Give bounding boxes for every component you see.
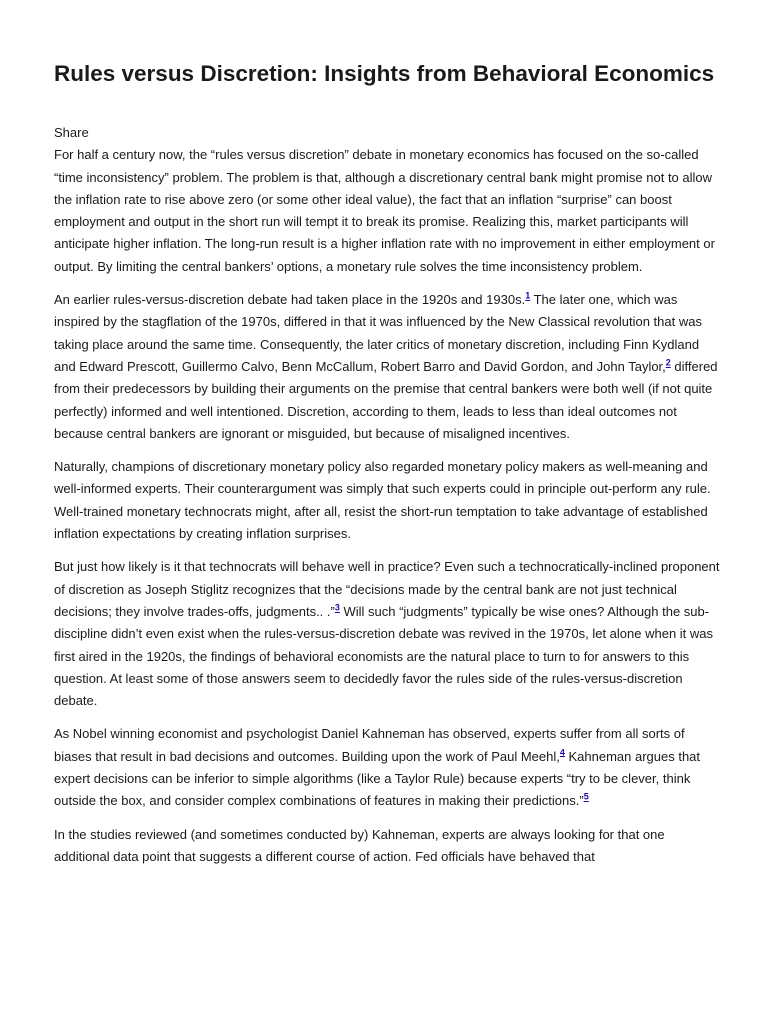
paragraph-5 [54, 723, 722, 812]
footnote-link-3[interactable]: 3 [334, 602, 340, 613]
article [54, 58, 722, 879]
footnote-link-4[interactable]: 4 [559, 747, 565, 758]
paragraph-2-text-c: differed from their predecessors by building their arguments on the premise that central bankers were both well (if not quite perfectly) informed and well intentioned. Discretion, according to them, leads to less than ideal outcomes not because central bankers are ignorant or misguided, but because of misaligned incentives. [54, 358, 718, 441]
paragraph-5-text-a: As Nobel winning economist and psychologist Daniel Kahneman has observed, experts suffer from all sorts of biases that result in bad decisions and outcomes. Building upon the work of Paul Meehl, [54, 726, 685, 764]
paragraph-4 [54, 556, 722, 712]
footnote-link-2[interactable]: 2 [665, 357, 671, 368]
footnote-link-1[interactable]: 1 [525, 290, 531, 301]
paragraph-2-text-b: The later one, which was inspired by the stagflation of the 1970s, differed in that it was influenced by the New Classical revolution that was taking place around the same time. Consequently, the later critics of monetary discretion, including Finn Kydland and Edward Prescott, Guillermo Calvo, Benn McCallum, Robert Barro and David Gordon, and John Taylor, [54, 292, 702, 374]
paragraph-5-text-b: Kahneman argues that expert decisions can be inferior to simple algorithms (like a Taylor Rule) because experts “try to be clever, think outside the box, and consider complex combinations of features in making their predictions.” [54, 748, 701, 809]
paragraph-2 [54, 289, 722, 445]
paragraph-4-text-b: Will such “judgments” typically be wise ones? Although the sub-discipline didn’t even exist when the rules-versus-discretion debate was revived in the 1970s, let alone when it was first aired in the 1920s, the findings of behavioral economists are the natural place to turn to for answers to this question. At least some of those answers seem to decidedly favor the rules side of the rules-versus-discretion debate. [54, 603, 714, 709]
paragraph-4-text-a: But just how likely is it that technocrats will behave well in practice? Even such a technocratically-inclined proponent of discretion as Joseph Stiglitz recognizes that the “decisions made by the central bank are not just technical decisions; they involve trades-offs, judgments.. .” [54, 559, 720, 619]
paragraph-6: In the studies reviewed (and sometimes conducted by) Kahneman, experts are always looking for that one additional data point that suggests a different course of action. Fed officials have behaved that [54, 826, 665, 864]
paragraph-2-text-a: An earlier rules-versus-discretion debate had taken place in the 1920s and 1930s. [54, 292, 526, 308]
paragraph-1: For half a century now, the “rules versus discretion” debate in monetary economics has focused on the so-called “time inconsistency” problem. The problem is that, although a discretionary central bank might promise not to allow the inflation rate to rise above zero (or some other ideal value), the fact that an inflation “surprise” can boost employment and output in the short run will tempt it to break its promise. Realizing this, market participants will anticipate higher inflation. The long-run result is a higher inflation rate with no improvement in either employment or output. By limiting the central bankers’ options, a monetary rule solves the time inconsistency problem. [54, 147, 715, 274]
article-title: Rules versus Discretion: Insights from Behavioral Economics [54, 61, 715, 86]
footnote-link-5[interactable]: 5 [583, 791, 589, 802]
share-button[interactable]: Share [54, 125, 89, 140]
paragraph-3: Naturally, champions of discretionary monetary policy also regarded monetary policy makers as well-meaning and well-informed experts. Their counterargument was simply that such experts could in principle out-perform any rule. Well-trained monetary technocrats might, after all, resist the short-run temptation to take advantage of established inflation expectations by creating inflation surprises. [54, 459, 711, 542]
